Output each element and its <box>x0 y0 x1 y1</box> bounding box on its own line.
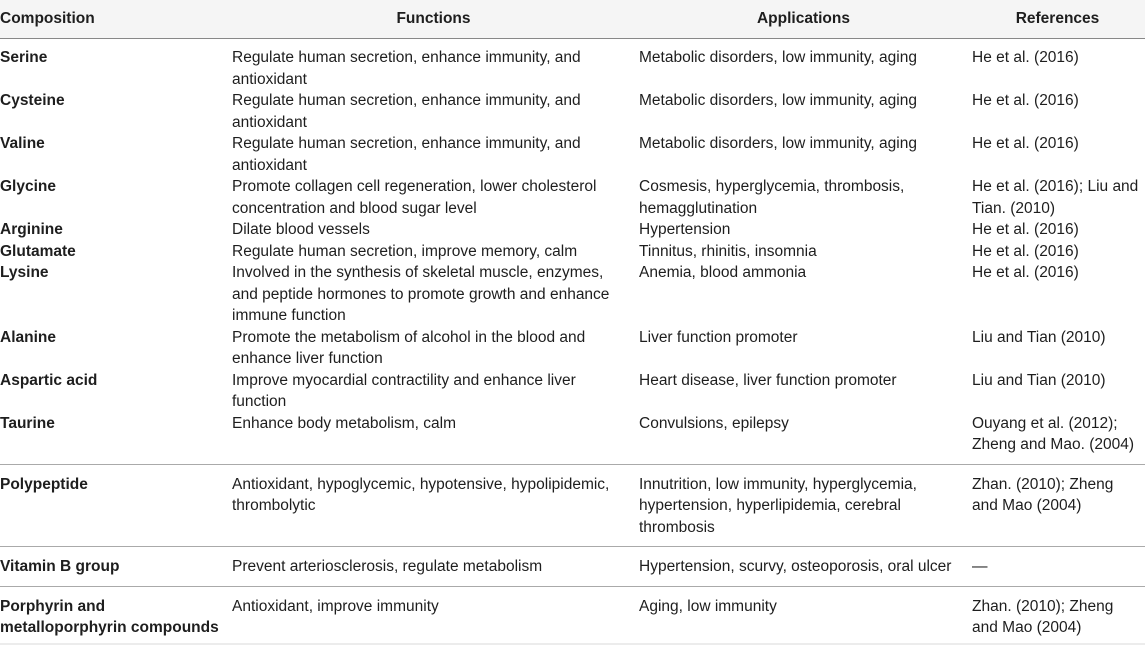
header-functions: Functions <box>230 0 637 39</box>
functions-cell: Involved in the synthesis of skeletal muscle, enzymes, and peptide hormones to promote growth and enhance immune function <box>230 262 637 327</box>
table-row <box>0 90 1145 133</box>
references-cell: He et al. (2016) <box>970 133 1145 176</box>
references-cell: Liu and Tian (2010) <box>970 370 1145 413</box>
references-cell: Zhan. (2010); Zheng and Mao (2004) <box>970 586 1145 649</box>
header-row <box>0 0 1145 39</box>
composition-cell: Alanine <box>0 328 56 346</box>
header-applications: Applications <box>637 0 970 39</box>
applications-cell: Anemia, blood ammonia <box>637 262 970 327</box>
references-cell: He et al. (2016) <box>970 39 1145 91</box>
composition-cell: Serine <box>0 39 230 91</box>
table-row <box>0 133 1145 176</box>
table-row <box>0 327 1145 370</box>
functions-cell: Promote collagen cell regeneration, lower cholesterol concentration and blood sugar level <box>232 178 597 217</box>
references-cell: Zhan. (2010); Zheng and Mao (2004) <box>970 464 1145 547</box>
composition-cell: Polypeptide <box>0 464 230 547</box>
functions-cell: Regulate human secretion, enhance immunity, and antioxidant <box>230 39 637 91</box>
functions-cell: Enhance body metabolism, calm <box>230 413 637 465</box>
functions-cell: Prevent arteriosclerosis, regulate metabolism <box>230 547 637 587</box>
composition-cell: Glycine <box>0 178 56 195</box>
functions-cell: Regulate human secretion, enhance immunity, and antioxidant <box>230 133 637 176</box>
table-row <box>0 219 1145 241</box>
table-header <box>0 0 1145 39</box>
table-row <box>0 262 1145 327</box>
applications-cell: Innutrition, low immunity, hyperglycemia, hypertension, hyperlipidemia, cerebral thrombosis <box>637 464 970 547</box>
references-cell: He et al. (2016) <box>970 262 1145 327</box>
header-references: References <box>970 0 1145 39</box>
composition-cell: Arginine <box>0 219 230 241</box>
table-row <box>0 176 1145 219</box>
references-cell: Ouyang et al. (2012); Zheng and Mao. (2004) <box>970 413 1145 465</box>
header-composition: Composition <box>0 0 230 39</box>
references-cell: He et al. (2016) <box>972 92 1079 109</box>
composition-cell: Porphyrin and metalloporphyrin compounds <box>0 586 230 649</box>
functions-cell: Promote the metabolism of alcohol in the blood and enhance liver function <box>232 328 586 367</box>
composition-cell: Taurine <box>0 413 230 465</box>
functions-cell: Improve myocardial contractility and enhance liver function <box>230 370 637 413</box>
composition-cell: Glutamate <box>0 242 76 260</box>
table-body <box>0 39 1145 649</box>
table-row <box>0 39 1145 91</box>
applications-cell: Liver function promoter <box>639 328 798 346</box>
references-cell: Liu and Tian (2010) <box>972 328 1106 346</box>
functions-cell: Regulate human secretion, enhance immunity, and antioxidant <box>232 92 581 131</box>
table-row <box>0 586 1145 649</box>
references-cell: He et al. (2016) <box>972 242 1079 260</box>
applications-cell: Metabolic disorders, low immunity, aging <box>639 92 917 109</box>
applications-cell: Tinnitus, rhinitis, insomnia <box>639 242 817 260</box>
functions-cell: Antioxidant, hypoglycemic, hypotensive, hypolipidemic, thrombolytic <box>230 464 637 547</box>
applications-cell: Aging, low immunity <box>637 586 970 649</box>
table-row <box>0 413 1145 465</box>
functions-cell: Antioxidant, improve immunity <box>230 586 637 649</box>
composition-cell: Valine <box>0 133 230 176</box>
references-cell: He et al. (2016); Liu and Tian. (2010) <box>972 178 1139 217</box>
applications-cell: Cosmesis, hyperglycemia, thrombosis, hemagglutination <box>639 178 905 217</box>
functions-cell: Regulate human secretion, improve memory, calm <box>232 242 578 260</box>
applications-cell: Convulsions, epilepsy <box>637 413 970 465</box>
applications-cell: Metabolic disorders, low immunity, aging <box>637 39 970 91</box>
applications-cell: Hypertension <box>637 219 970 241</box>
references-cell: He et al. (2016) <box>970 219 1145 241</box>
applications-cell: Hypertension, scurvy, osteoporosis, oral ulcer <box>637 547 970 587</box>
composition-cell: Vitamin B group <box>0 547 230 587</box>
composition-cell: Lysine <box>0 262 230 327</box>
table-row <box>0 547 1145 587</box>
table-row <box>0 464 1145 547</box>
composition-cell: Cysteine <box>0 92 65 109</box>
table-row <box>0 241 1145 263</box>
table-row <box>0 370 1145 413</box>
applications-cell: Heart disease, liver function promoter <box>637 370 970 413</box>
references-cell: — <box>970 547 1145 587</box>
functions-cell: Dilate blood vessels <box>230 219 637 241</box>
composition-cell: Aspartic acid <box>0 370 230 413</box>
applications-cell: Metabolic disorders, low immunity, aging <box>637 133 970 176</box>
